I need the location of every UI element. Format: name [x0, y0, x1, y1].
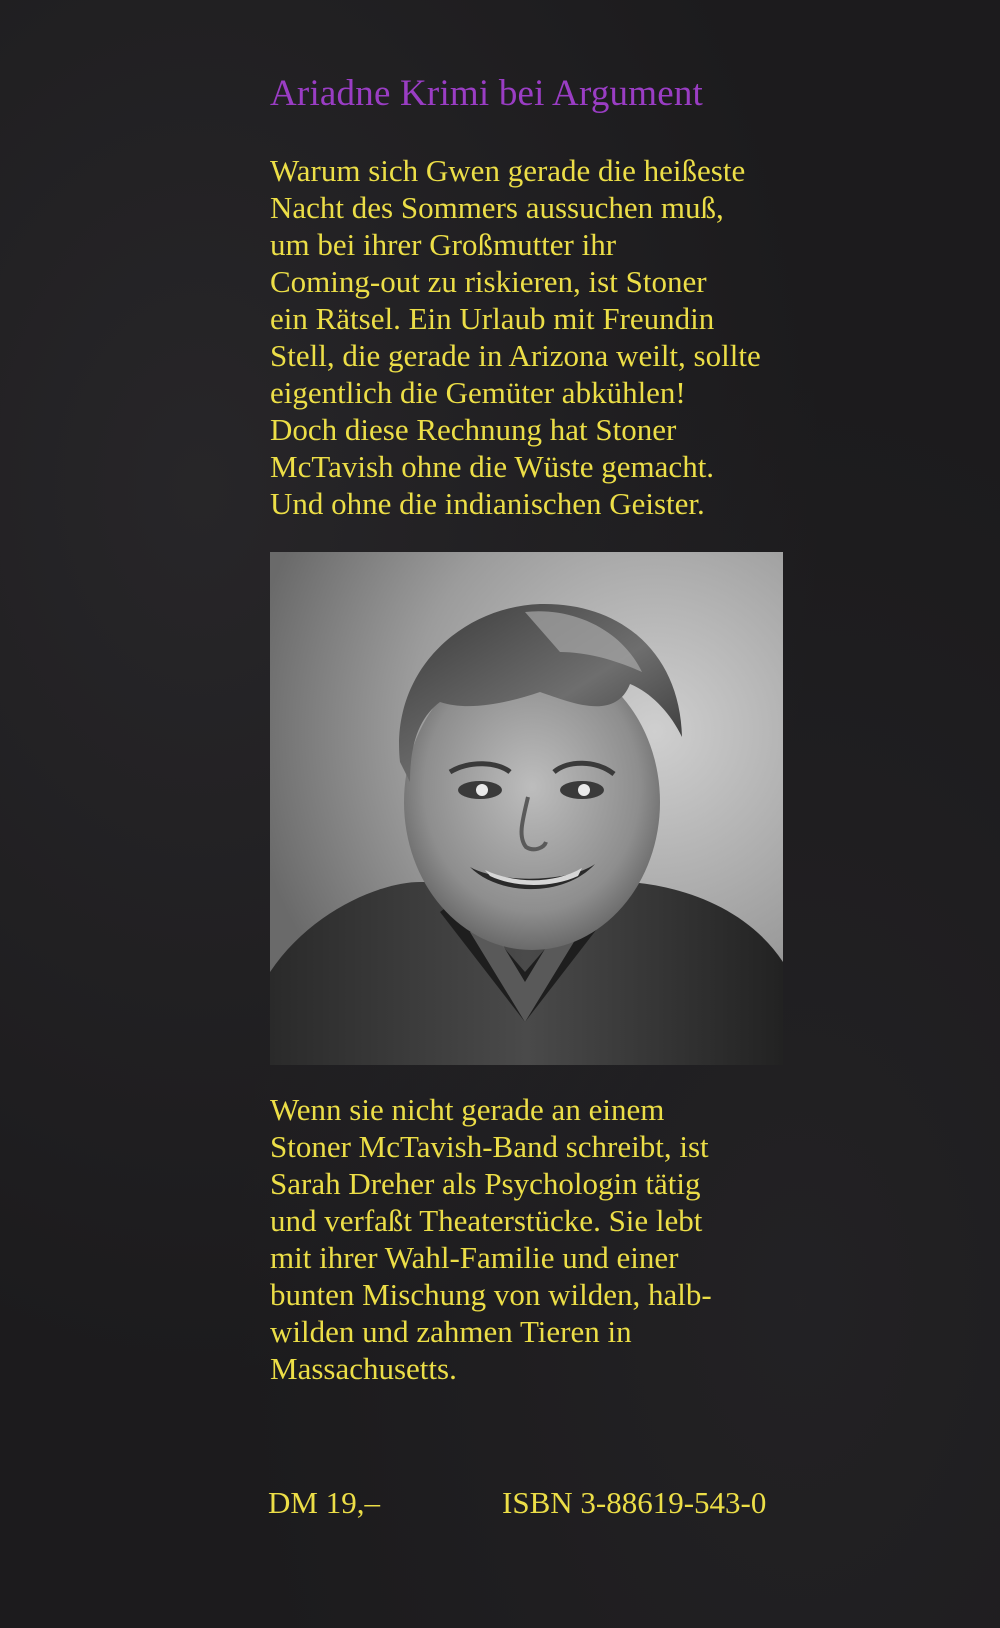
bio-line: Sarah Dreher als Psychologin tätig: [270, 1166, 701, 1201]
bio-line: wilden und zahmen Tieren in: [270, 1314, 632, 1349]
price-label: DM 19,–: [268, 1485, 380, 1520]
bio-line: Wenn sie nicht gerade an einem: [270, 1092, 665, 1127]
author-photo: [270, 552, 783, 1065]
author-portrait-image: [270, 552, 783, 1065]
bio-line: Massachusetts.: [270, 1351, 457, 1386]
blurb-line: Coming-out zu riskieren, ist Stoner: [270, 264, 707, 299]
series-title: Ariadne Krimi bei Argument: [270, 73, 704, 114]
isbn-label: ISBN 3-88619-543-0: [502, 1485, 767, 1520]
bio-line: und verfaßt Theaterstücke. Sie lebt: [270, 1203, 703, 1238]
bio-line: Stoner McTavish-Band schreibt, ist: [270, 1129, 709, 1164]
blurb-line: Stell, die gerade in Arizona weilt, sollte: [270, 338, 761, 373]
blurb-line: Und ohne die indianischen Geister.: [270, 486, 705, 521]
book-blurb: [270, 152, 990, 522]
blurb-line: ein Rätsel. Ein Urlaub mit Freundin: [270, 301, 715, 336]
blurb-line: um bei ihrer Großmutter ihr: [270, 227, 617, 262]
blurb-line: Doch diese Rechnung hat Stoner: [270, 412, 677, 447]
blurb-line: Nacht des Sommers aussuchen muß,: [270, 190, 724, 225]
blurb-line: Warum sich Gwen gerade die heißeste: [270, 153, 746, 188]
author-bio: [270, 1091, 990, 1387]
blurb-line: McTavish ohne die Wüste gemacht.: [270, 449, 715, 484]
blurb-line: eigentlich die Gemüter abkühlen!: [270, 375, 686, 410]
bio-line: bunten Mischung von wilden, halb-: [270, 1277, 712, 1312]
bio-line: mit ihrer Wahl-Familie und einer: [270, 1240, 679, 1275]
